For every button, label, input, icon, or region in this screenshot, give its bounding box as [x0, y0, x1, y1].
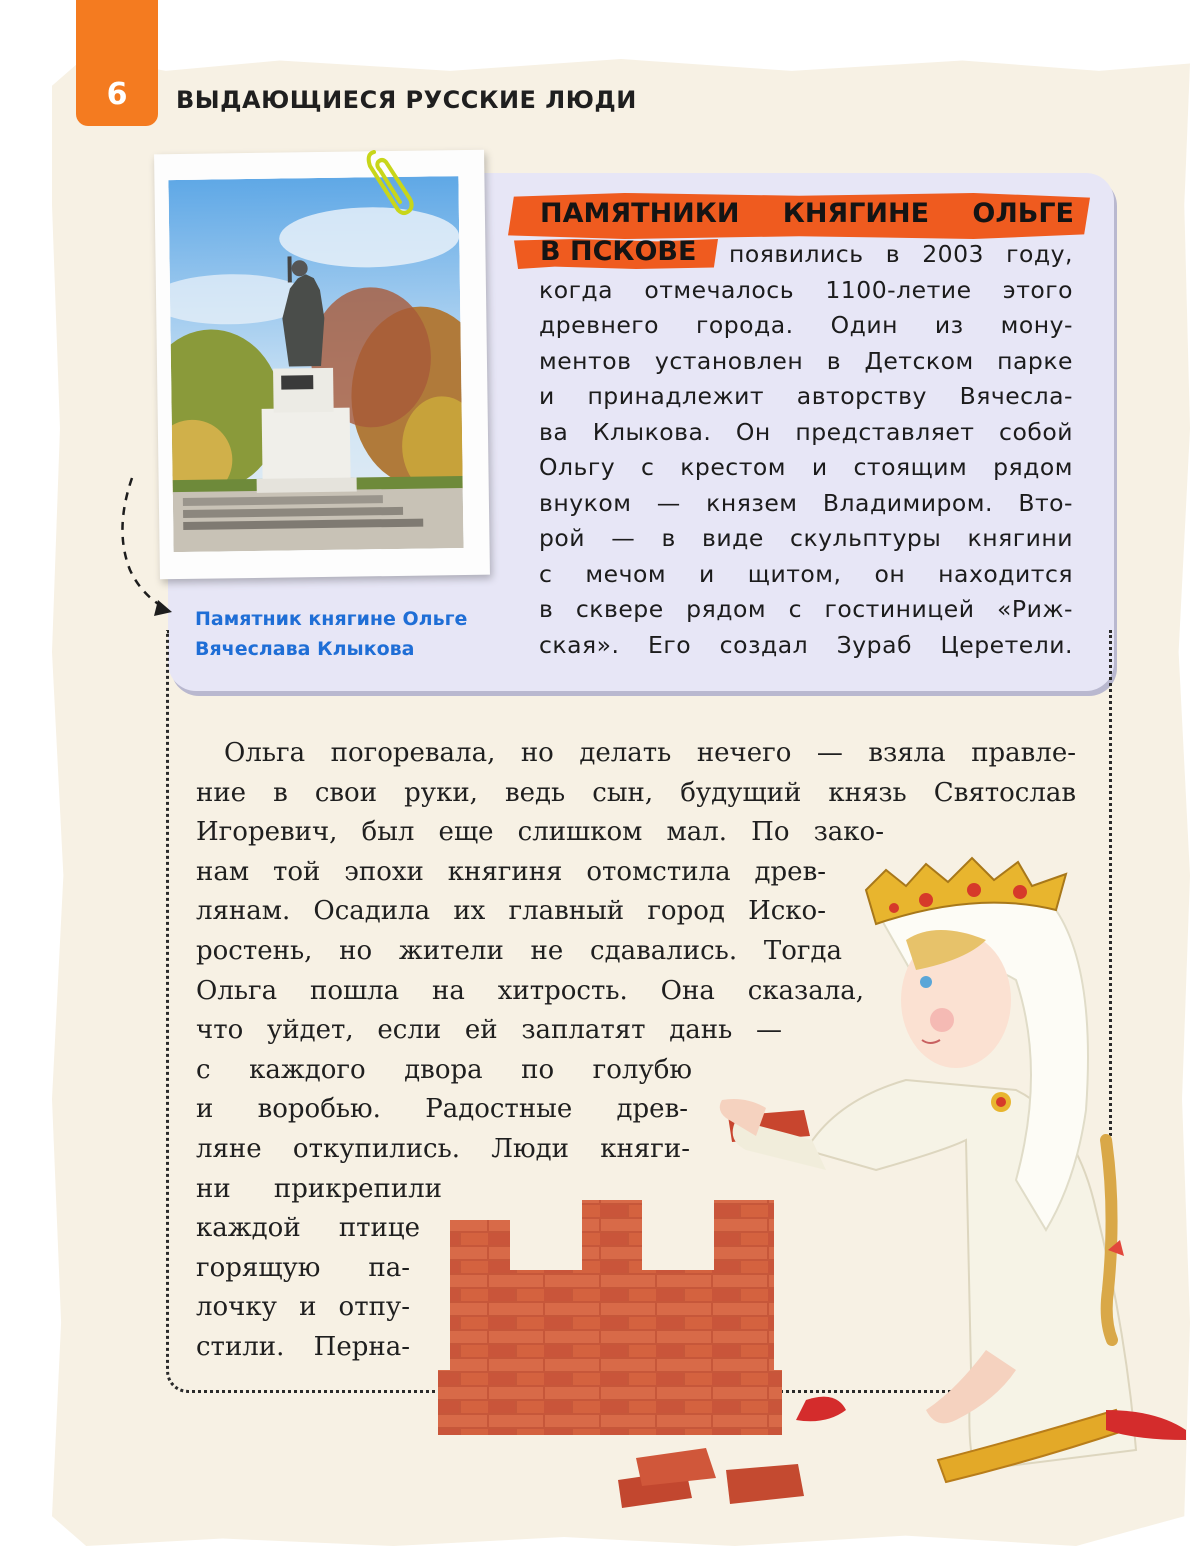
box-title-text: ПАМЯТНИКИ КНЯГИНЕ ОЛЬГЕ — [540, 198, 1074, 229]
text-line: горящую па- — [196, 1252, 410, 1283]
page-number-tab — [76, 0, 158, 126]
info-line: когда отмечалось 1100-летие этого — [539, 275, 1073, 304]
text-line: ние в свои руки, ведь сын, будущий князь Святослав — [196, 777, 1076, 808]
box-title-line-2: В ПСКОВЕ — [540, 236, 697, 267]
info-box-text — [539, 237, 1073, 663]
text-line: Ольга погоревала, но делать нечего — взяла правле- — [224, 738, 1076, 768]
paperclip-icon — [360, 146, 420, 218]
info-line: появились в 2003 году, — [729, 240, 1073, 268]
page-number: 6 — [106, 77, 128, 112]
text-line: Ольга пошла на хитрость. Она сказала, — [196, 975, 864, 1006]
info-line: в сквере рядом с гостиницей «Риж- — [539, 595, 1073, 623]
caption-line-1: Памятник княгине Ольге — [195, 608, 468, 630]
info-line: рой — в виде скульптуры княгини — [539, 524, 1073, 552]
text-line: каждой птице — [196, 1213, 420, 1244]
section-header: ВЫДАЮЩИЕСЯ РУССКИЕ ЛЮДИ — [176, 86, 637, 114]
text-line: что уйдет, если ей заплатят дань — — [196, 1015, 782, 1046]
info-line: Ольгу с крестом и стоящим рядом — [539, 453, 1073, 481]
text-line: Игоревич, был еще слишком мал. По зако- — [196, 817, 884, 848]
text-line: стили. Перна- — [196, 1331, 410, 1362]
photo-card — [154, 150, 490, 580]
caption-line-2: Вячеслава Клыкова — [195, 638, 415, 660]
info-line: ментов установлен в Детском парке — [539, 346, 1073, 375]
monument-photo — [168, 176, 463, 552]
princess-olga-illustration — [716, 850, 1186, 1510]
text-line: ни прикрепили — [196, 1173, 442, 1204]
text-line: нам той эпохи княгиня отомстила древ- — [196, 856, 826, 887]
info-line: с мечом и щитом, он находится — [539, 559, 1073, 588]
info-line: ская». Его создал Зураб Церетели. — [539, 630, 1073, 659]
text-line: с каждого двора по голубю — [196, 1054, 692, 1085]
info-line: древнего города. Один из мону- — [539, 311, 1073, 339]
info-line: внуком — князем Владимиром. Вто- — [539, 488, 1073, 517]
text-line: ляне откупились. Люди княги- — [196, 1133, 690, 1164]
text-line: лянам. Осадила их главный город Иско- — [196, 896, 826, 927]
text-line: лочку и отпу- — [196, 1292, 410, 1323]
curved-arrow-icon — [110, 470, 190, 620]
info-line: и принадлежит авторству Вячесла- — [539, 382, 1073, 410]
text-line: ростень, но жители не сдавались. Тогда — [196, 935, 842, 966]
box-title-line-1 — [540, 198, 1074, 229]
text-line: и воробью. Радостные древ- — [196, 1094, 688, 1125]
info-line: ва Клыкова. Он представляет собой — [539, 417, 1073, 446]
